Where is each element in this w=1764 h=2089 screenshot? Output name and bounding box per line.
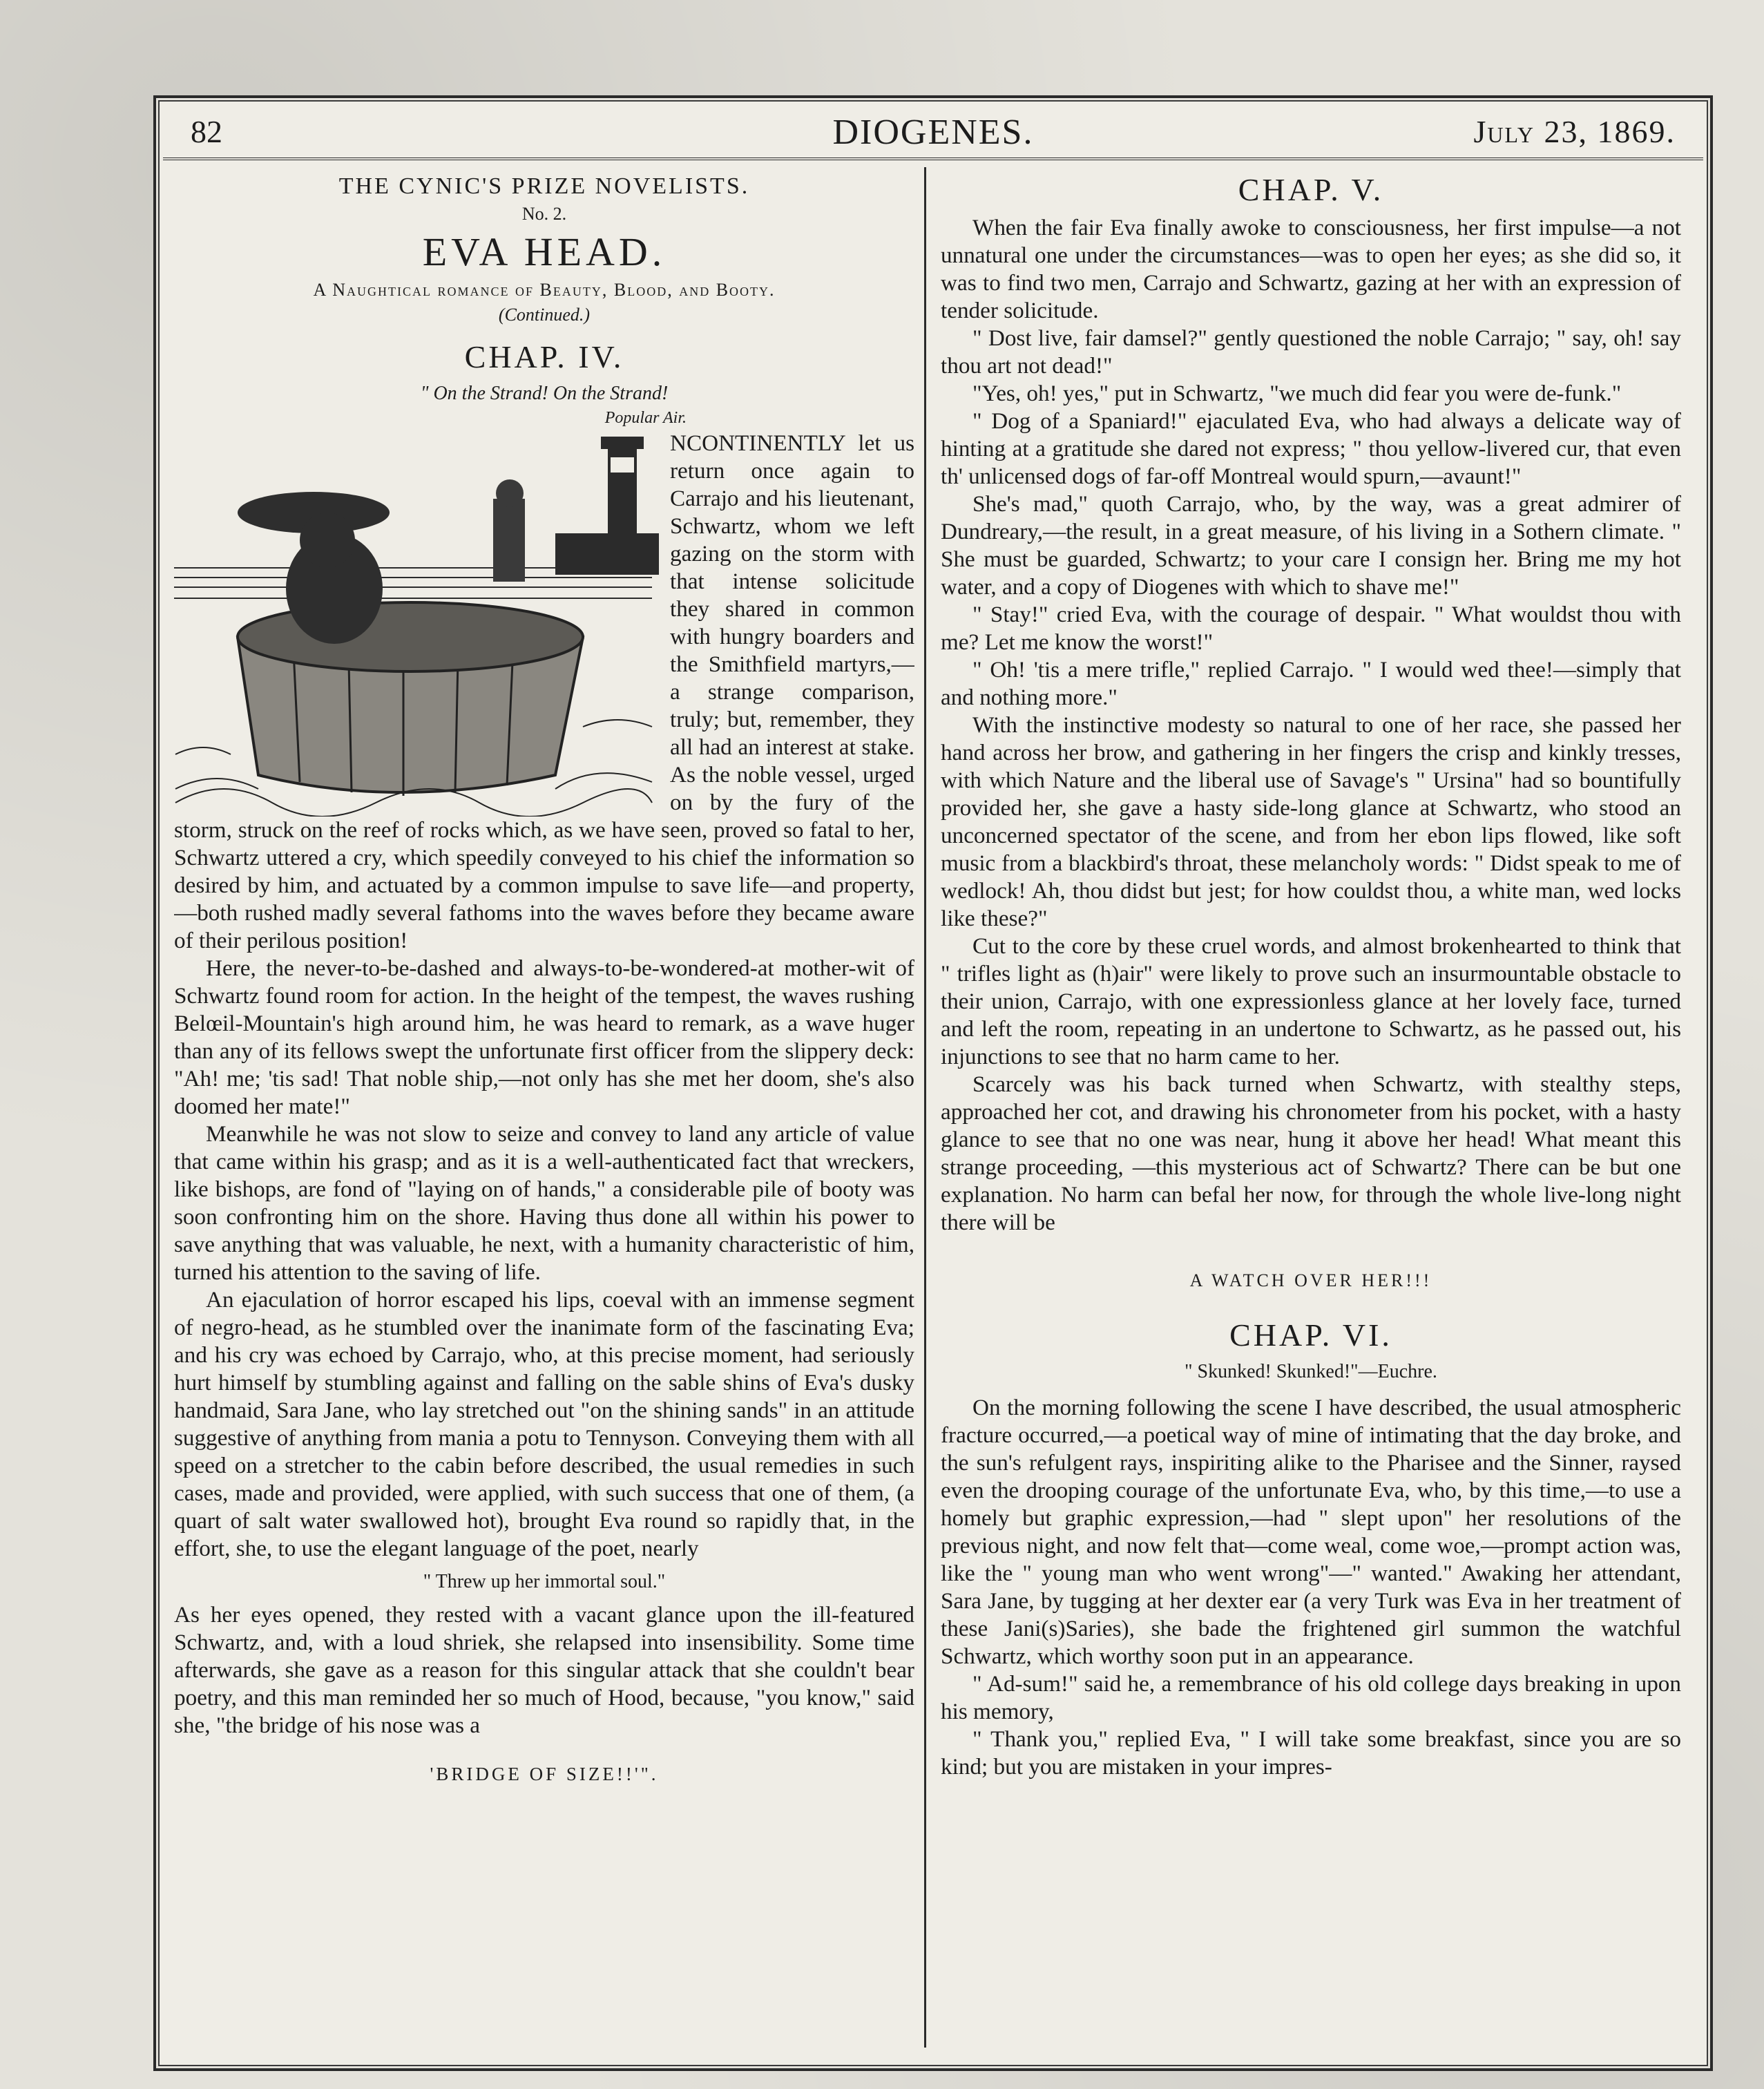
chapter-5-paragraph-5: She's mad," quoth Carrajo, who, by the way, was a great admirer of Dundreary,—the result, in a great measure, of his living in a Sothern climate. " She must be guarded, Schwartz; to your care I consign her. Bring me my hot water, and a copy of Diogenes with which to shave me!"	[941, 491, 1681, 600]
poem-quotation: " Threw up her immortal soul."	[423, 1571, 666, 1592]
chapter-4-paragraph-1: NCONTINENTLY let us return once again to Carrajo and his lieutenant, Schwartz, whom we left gazing on the storm with that intense solicitude they shared in common with hungry boarders and the Smithfield martyrs,—a strange comparison, truly; but, remember, they all had an interest at stake. As the noble vessel, urged on by the fury of the storm, struck on the reef of rocks which, as we have seen, proved so fatal to her, Schwartz uttered a cry, which speedily conveyed to his chief the information so desired by him, and actuated by a common impulse to save life—and property,—both rushed madly several fathoms into the waves before they became aware of their perilous position!	[174, 430, 914, 953]
chapter-5-paragraph-2: " Dost live, fair damsel?" gently questioned the noble Carrajo; " say, oh! say thou art not dead!"	[941, 325, 1681, 379]
chapter-4-paragraph-2: Here, the never-to-be-dashed and always-to-be-wondered-at mother-wit of Schwartz found room for action. In the height of the tempest, the waves rushing Belœil-Mountain's high around him, he was heard to remark, as a wave huger than any of its fellows swept the unfortunate first officer from the slippery deck: "Ah! me; 'tis sad! That noble ship,—not only has she met her doom, she's also doomed her mate!"	[174, 955, 914, 1119]
chapter-heading-5: CHAP. V.	[1238, 172, 1384, 207]
chapter-5-paragraph-10: Scarcely was his back turned when Schwartz, with stealthy steps, approached her cot, and drawing his chronometer from his pocket, with a hasty glance to see that no one was near, hung it above her head! What meant this strange proceeding, —this mysterious act of Schwartz? There can be but one explanation. No harm can befal her now, for through the whole live-long night there will be	[941, 1071, 1681, 1235]
chapter-6-epigraph: " Skunked! Skunked!"—Euchre.	[1185, 1361, 1437, 1382]
chapter-5-paragraph-6: " Stay!" cried Eva, with the courage of despair. " What wouldst thou with me? Let me know the worst!"	[941, 602, 1681, 655]
chapter-5-paragraph-3: "Yes, oh! yes," put in Schwartz, "we much did fear you were de-funk."	[972, 381, 1622, 406]
page-number: 82	[191, 114, 222, 149]
left-column	[174, 170, 914, 2042]
chapter-5-paragraph-4: " Dog of a Spaniard!" ejaculated Eva, who had always a delicate way of hinting at a gratitude she dared not express; " thou yellow-livered cur, that even th' unlicensed dogs of far-off Montreal would spurn,—avaunt!"	[941, 408, 1681, 489]
chapter-4-epigraph-source: Popular Air.	[604, 409, 687, 427]
column-divider	[924, 167, 926, 2048]
masthead	[163, 104, 1703, 160]
chapter-6-paragraph-3: " Thank you," replied Eva, " I will take some breakfast, since you are so kind; but you are mistaken in your impres-	[941, 1726, 1681, 1780]
right-column	[941, 170, 1681, 2042]
newspaper-page	[153, 95, 1713, 2071]
chapter-4-paragraph-5: As her eyes opened, they rested with a vacant glance upon the ill-featured Schwartz, and, with a loud shriek, she relapsed into insensibility. Some time afterwards, she gave as a reason for this singular attack that she couldn't bear poetry, and this man reminded her so much of Hood, because, "you know," said she, "the bridge of his nose was a	[174, 1602, 914, 1738]
publication-title: DIOGENES.	[832, 113, 1034, 152]
chapter-4-paragraph-4: An ejaculation of horror escaped his lips, coeval with an immense segment of negro-head, as he stumbled over the inanimate form of the fascinating Eva; and his cry was echoed by Carrajo, who, at this precise moment, had seriously hurt himself by stumbling against and falling on the sable shins of Eva's dusky handmaid, Sara Jane, who lay stretched out "on the shining sands" in an attitude suggestive of anything from mania a potu to Tennyson. Conveying them with all speed on a stretcher to the cabin before described, the usual remedies in such cases, made and provided, were applied, with such success that one of them, (a quart of salt water swallowed hot), brought Eva round so rapidly that, in the effort, she, to use the elegant language of the poet, nearly	[174, 1287, 914, 1561]
watch-punchline: A WATCH OVER HER!!!	[1189, 1270, 1432, 1290]
chapter-4-epigraph: " On the Strand! On the Strand!	[420, 383, 669, 404]
boat-lighthouse-engraving	[174, 430, 659, 817]
chapter-6-paragraph-1: On the morning following the scene I have described, the usual atmospheric fracture occurred,—a poetical way of mine of intimating that the day broke, and the sun's refulgent rays, inspiriting alike to the Pharisee and the Sinner, raysed even the drooping courage of the unfortunate Eva, who, by this time,—to use a homely but graphic expression,—had " slept upon" her resolutions of the previous night, and now felt that—come weal, come woe,—prompt action was, like the " young man who went wrong"—" wanted." Awaking her attendant, Sara Jane, by tugging at her dexter ear (a very Turk was Eva in her treatment of these Jani(s)Saries), she bade the frightened girl summon the watchful Schwartz, which worthy soon put in an appearance.	[941, 1395, 1681, 1669]
chapter-5-paragraph-7: " Oh! 'tis a mere trifle," replied Carrajo. " I would wed thee!—simply that and nothing more."	[941, 657, 1681, 710]
chapter-4-paragraph-3: Meanwhile he was not slow to seize and convey to land any article of value that came within his grasp; and as it is a well-authenticated fact that wreckers, like bishops, are fond of "laying on of hands," a considerable pile of booty was soon confronting him on the shore. Having thus done all within his power to save anything that was valuable, he next, with a humanity characteristic of him, turned his attention to the saving of life.	[174, 1121, 914, 1285]
continued-note: (Continued.)	[498, 305, 591, 325]
series-title: THE CYNIC'S PRIZE NOVELISTS.	[338, 173, 750, 199]
chapter-6-paragraph-2: " Ad-sum!" said he, a remembrance of his old college days breaking in upon his memory,	[941, 1671, 1681, 1724]
issue-date: July 23, 1869.	[1473, 114, 1676, 149]
story-subtitle: A Naughtical romance of Beauty, Blood, and Booty.	[313, 280, 776, 300]
story-title: EVA HEAD.	[422, 229, 667, 274]
chapter-heading-4: CHAP. IV.	[464, 339, 624, 374]
chapter-5-paragraph-1: When the fair Eva finally awoke to consciousness, her first impulse—a not unnatural one under the circumstances—was to open her eyes; as she did so, it was to find two men, Carrajo and Schwartz, gazing at her with an expression of tender solicitude.	[941, 215, 1681, 323]
woodcut-illustration	[174, 430, 659, 817]
chapter-4-closing-line: 'BRIDGE OF SIZE!!'".	[430, 1764, 659, 1784]
chapter-5-paragraph-9: Cut to the core by these cruel words, and almost brokenhearted to think that " trifles light as (h)air" were likely to prove such an insurmountable obstacle to their union, Carrajo, with one expressionless glance at her lovely face, turned and left the room, repeating in an undertone to Schwartz, as he passed out, his injunctions to see that no harm came to her.	[941, 933, 1681, 1069]
series-number: No. 2.	[521, 204, 567, 224]
chapter-heading-6: CHAP. VI.	[1229, 1317, 1392, 1353]
chapter-5-paragraph-8: With the instinctive modesty so natural to one of her race, she passed her hand across her brow, and gathering in her fingers the crisp and kinkly tresses, with which Nature and the liberal use of Savage's " Ursina" had so bountifully provided her, she gave a hasty side-long glance at Schwartz, who stood an unconcerned spectator of the scene, and from her ebon lips flowed, like soft music from a blackbird's throat, these melancholy words: " Didst speak to me of wedlock! Ah, thou didst but jest; for how couldst thou, a white man, wed locks like these?"	[941, 712, 1681, 931]
